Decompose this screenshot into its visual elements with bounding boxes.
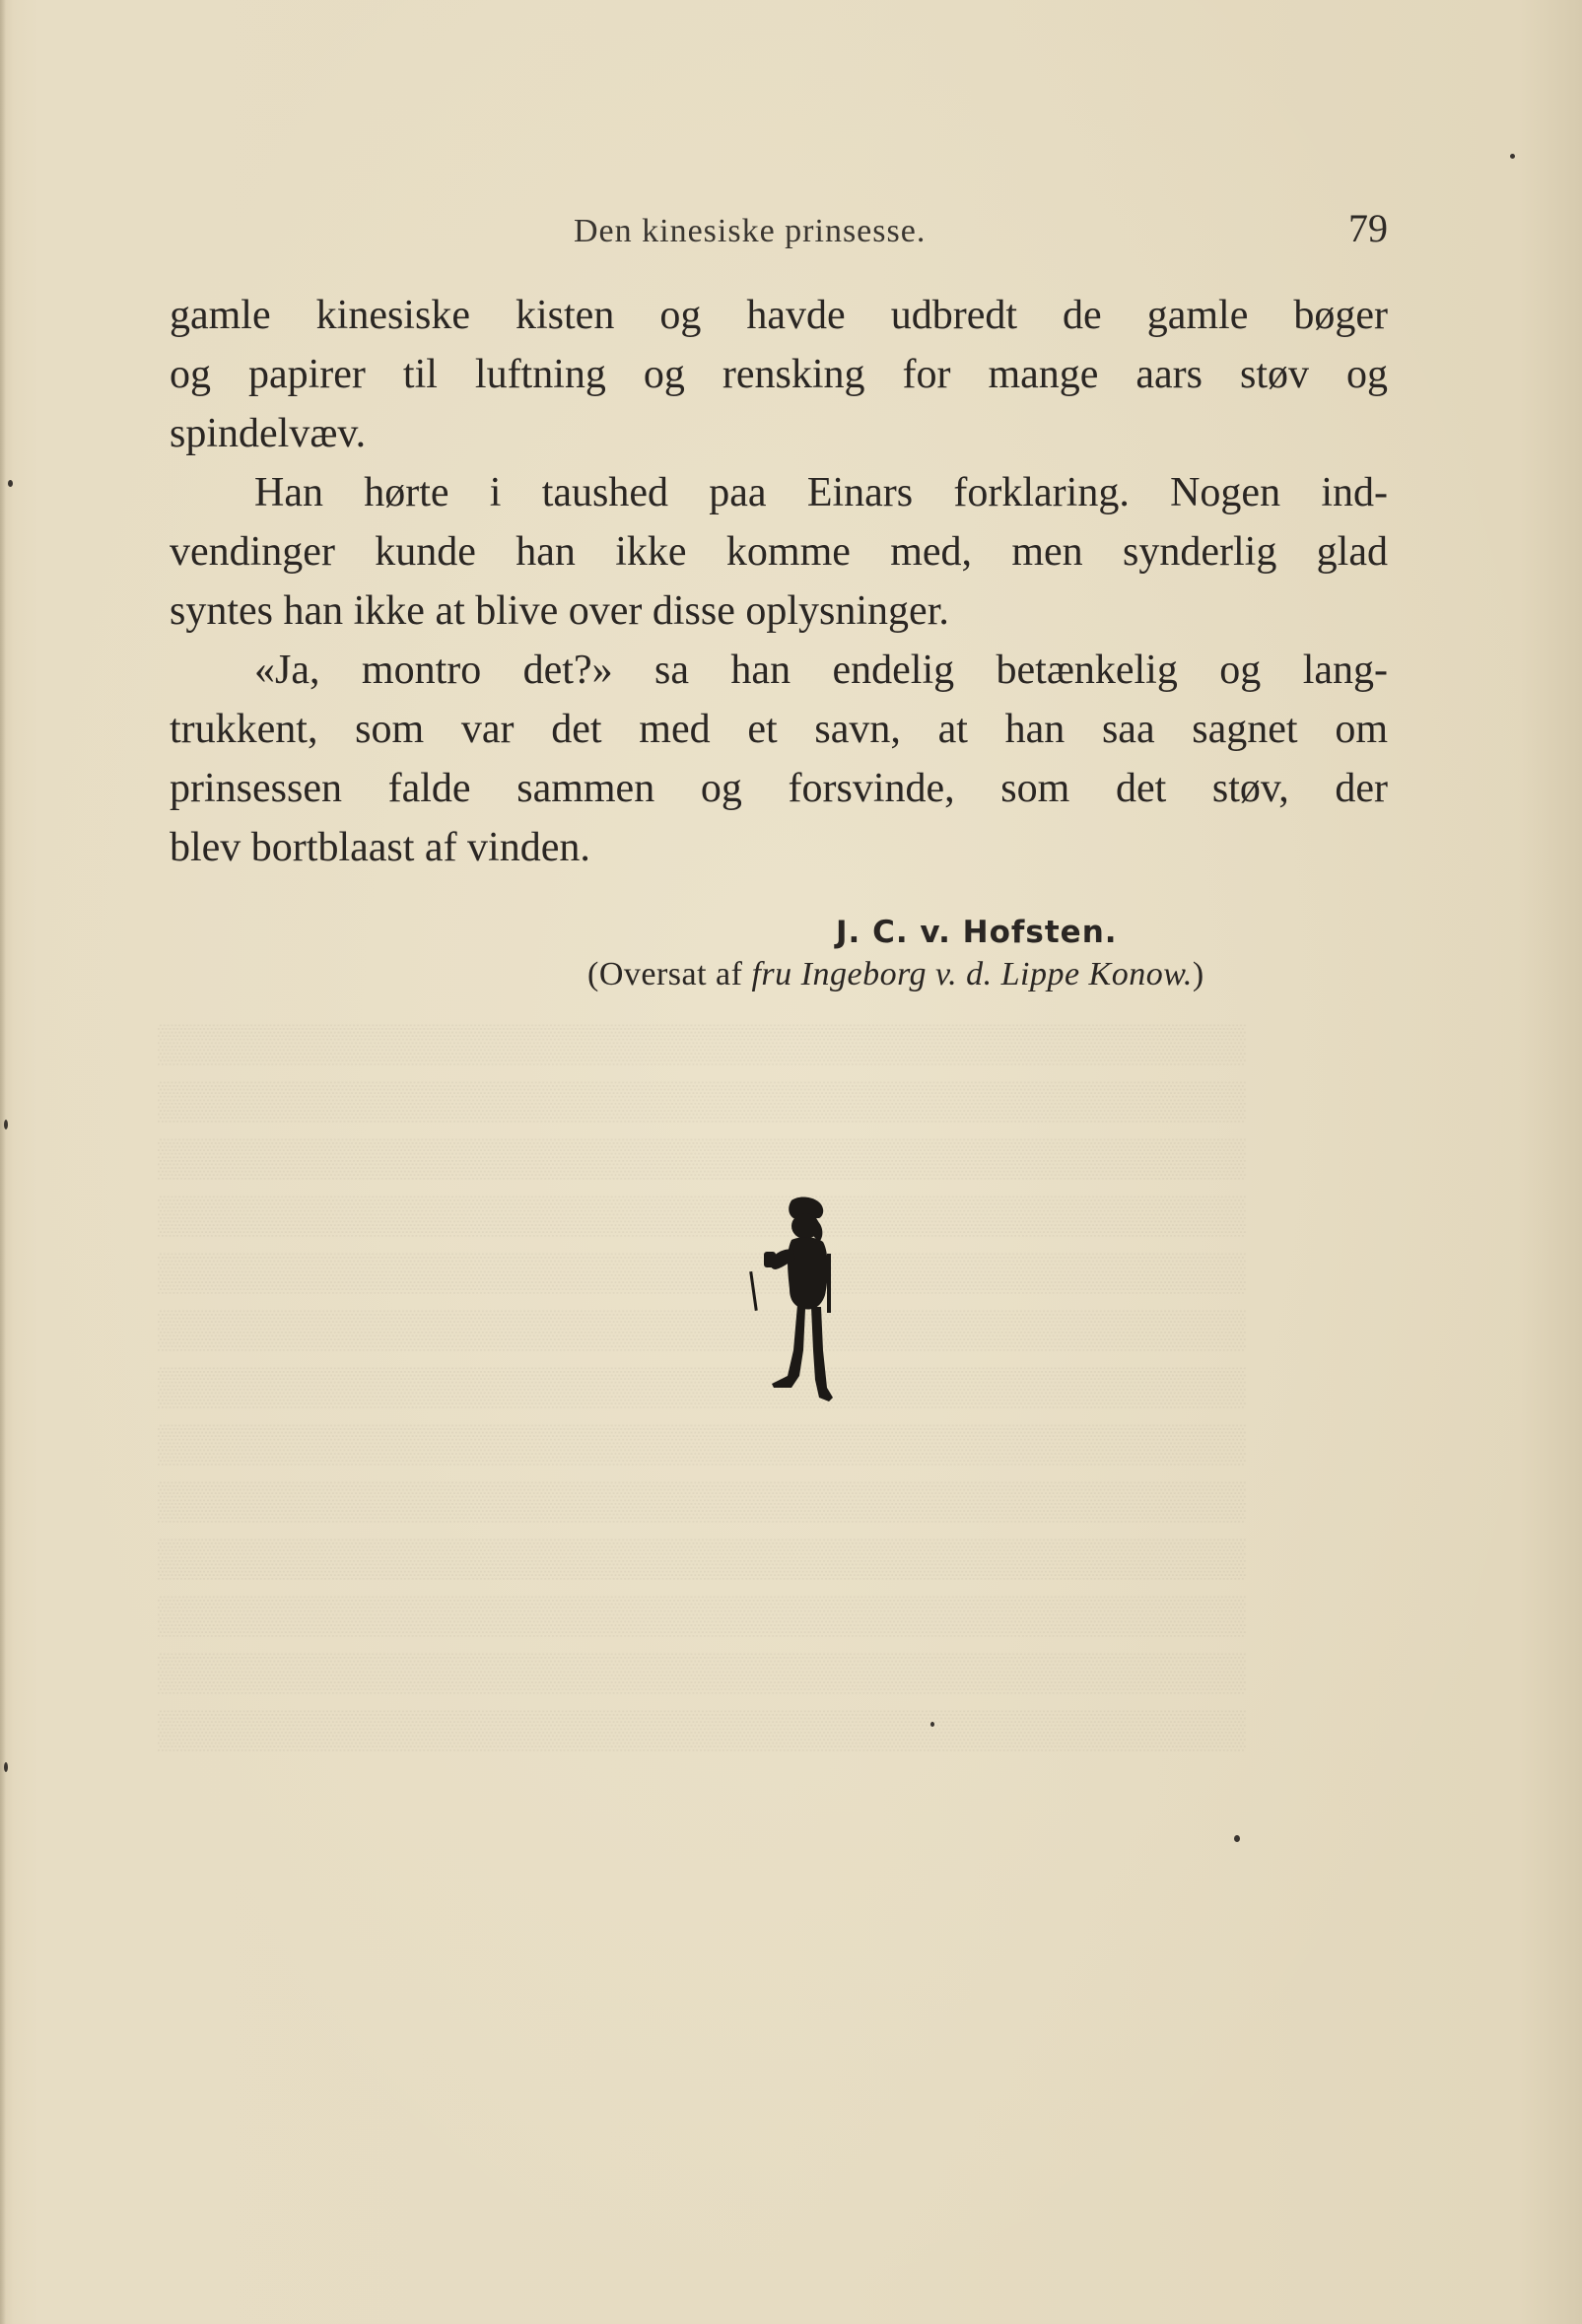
text-line: Han hørte i taushed paa Einars forklaring. Nogen ind- xyxy=(254,470,1388,515)
print-speck xyxy=(1510,154,1515,159)
translator-credit xyxy=(587,956,1204,993)
text-line: trukkent, som var det med et savn, at han saa sagnet om xyxy=(170,707,1388,752)
author-signature: J. C. v. Hofsten. xyxy=(836,915,1118,950)
text-line: «Ja, montro det?» sa han endelig betænkelig og lang- xyxy=(254,648,1388,693)
page-edge-shadow xyxy=(0,0,6,2324)
text-line: syntes han ikke at blive over disse oplysninger. xyxy=(170,588,949,634)
body-text xyxy=(170,286,1388,877)
text-line: spindelvæv. xyxy=(170,411,367,456)
paragraph-1 xyxy=(170,286,1388,463)
text-line: gamle kinesiske kisten og havde udbredt de gamle bøger xyxy=(170,293,1388,338)
translator-name: fru Ingeborg v. d. Lippe Konow. xyxy=(751,956,1193,992)
text-line: blev bortblaast af vinden. xyxy=(170,825,590,870)
paragraph-3 xyxy=(170,641,1388,877)
print-speck xyxy=(8,480,13,487)
print-speck xyxy=(1234,1835,1240,1842)
print-speck xyxy=(930,1722,934,1727)
running-header xyxy=(170,205,1388,254)
text-line: og papirer til luftning og rensking for mange aars støv og xyxy=(170,352,1388,397)
translator-suffix: ) xyxy=(1192,956,1204,992)
print-speck xyxy=(4,1120,8,1129)
print-speck xyxy=(4,1762,8,1772)
page-number: 79 xyxy=(1348,206,1388,250)
text-line: prinsessen falde sammen og forsvinde, som det støv, der xyxy=(170,766,1388,811)
translator-prefix: (Oversat af xyxy=(587,956,752,992)
silhouette-figure-icon xyxy=(744,1193,853,1404)
text-line: vendinger kunde han ikke komme med, men synderlig glad xyxy=(170,529,1388,575)
running-title: Den kinesiske prinsesse. xyxy=(574,213,927,249)
paragraph-2 xyxy=(170,463,1388,641)
